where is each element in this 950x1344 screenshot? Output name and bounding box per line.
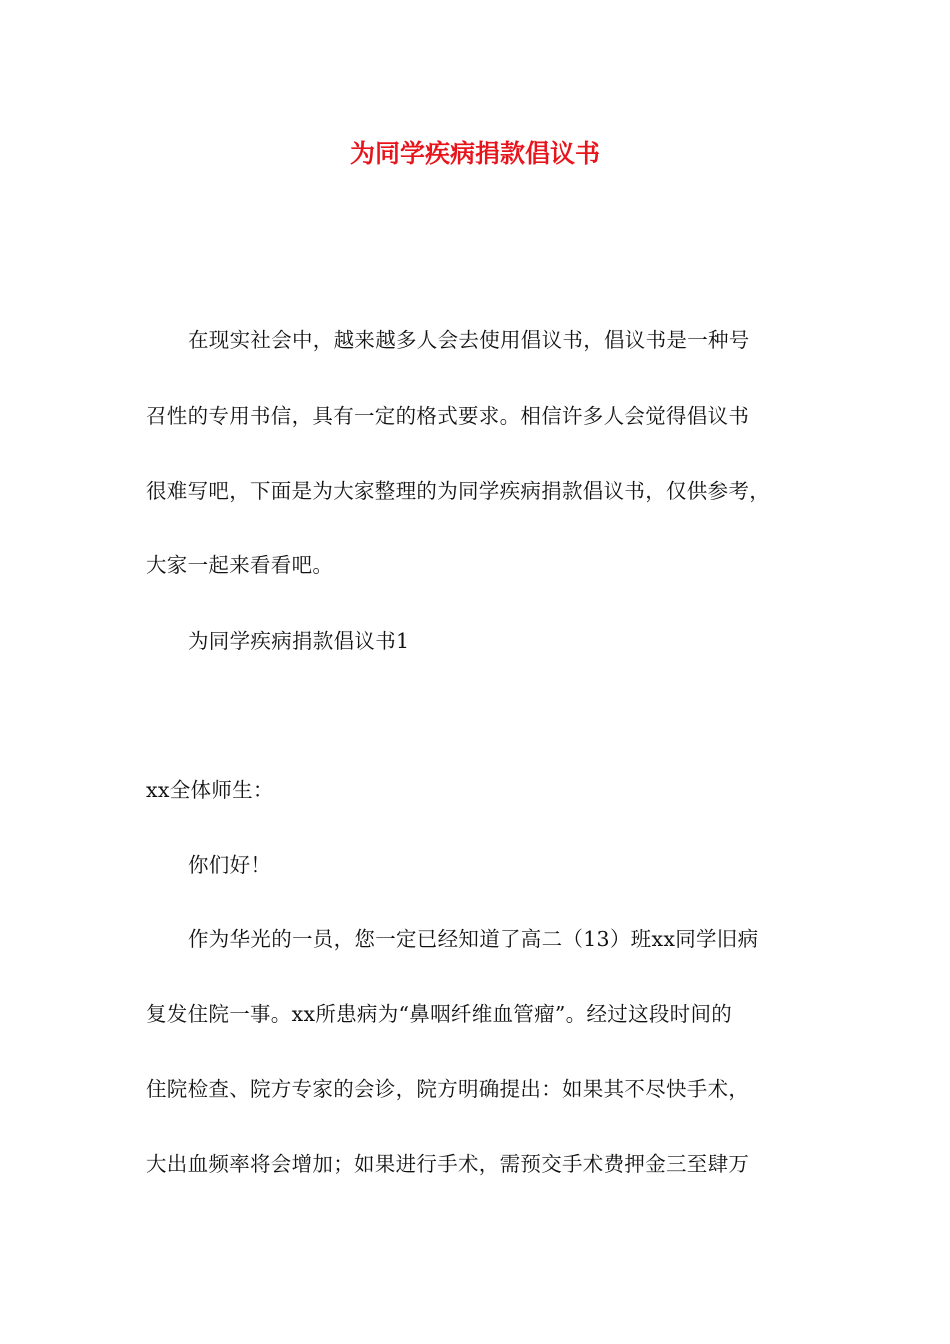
body-line-3: 住院检查、院方专家的会诊，院方明确提出：如果其不尽快手术， [146, 1077, 750, 1101]
intro-line-4: 大家一起来看看吧。 [146, 553, 334, 577]
intro-line-2: 召性的专用书信，具有一定的格式要求。相信许多人会觉得倡议书 [146, 404, 750, 428]
greeting: 你们好！ [188, 853, 272, 877]
body-line-4: 大出血频率将会增加；如果进行手术，需预交手术费押金三至肆万 [146, 1152, 750, 1176]
salutation: xx全体师生： [146, 778, 274, 802]
body-line-1: 作为华光的一员，您一定已经知道了高二（13）班xx同学旧病 [188, 927, 759, 951]
document-title: 为同学疾病捐款倡议书 [349, 139, 600, 168]
body-line-2: 复发住院一事。xx所患病为“鼻咽纤维血管瘤”。经过这段时间的 [146, 1002, 733, 1026]
section-heading: 为同学疾病捐款倡议书1 [188, 629, 410, 653]
intro-line-3: 很难写吧，下面是为大家整理的为同学疾病捐款倡议书，仅供参考， [146, 479, 770, 503]
intro-line-1: 在现实社会中，越来越多人会去使用倡议书，倡议书是一种号 [188, 328, 750, 352]
